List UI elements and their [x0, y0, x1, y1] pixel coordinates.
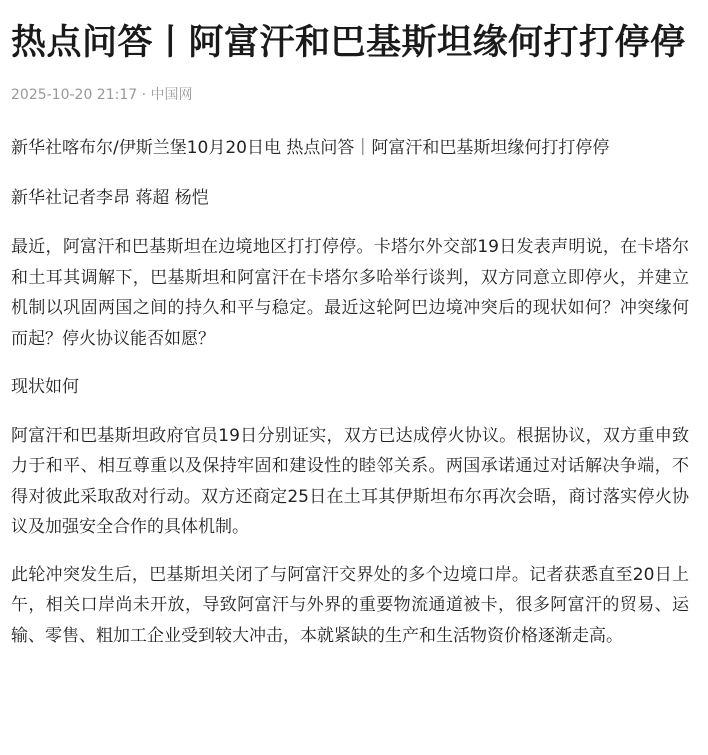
body-paragraph: 此轮冲突发生后，巴基斯坦关闭了与阿富汗交界处的多个边境口岸。记者获悉直至20日上午，相关口岸尚未开放，导致阿富汗与外界的重要物流通道被卡，很多阿富汗的贸易、运输、零售、粗加工企业受到较大冲击，本就紧缺的生产和生活物资价格逐渐走高。 — [11, 564, 689, 646]
meta-separator: · — [137, 87, 151, 103]
source-name[interactable]: 中国网 — [150, 87, 193, 103]
article-title: 热点问答丨阿富汗和巴基斯坦缘何打打停停 — [11, 23, 686, 63]
article-body — [11, 133, 689, 651]
section-subheading: 现状如何 — [11, 377, 79, 397]
body-paragraph: 阿富汗和巴基斯坦政府官员19日分别证实，双方已达成停火协议。根据协议，双方重申致力于和平、相互尊重以及保持牢固和建设性的睦邻关系。两国承诺通过对话解决争端，不得对彼此采取敌对行动。双方还商定25日在土耳其伊斯坦布尔再次会晤，商讨落实停火协议及加强安全合作的具体机制。 — [11, 425, 689, 537]
article-meta — [11, 85, 689, 105]
dateline-paragraph: 新华社喀布尔/伊斯兰堡10月20日电 热点问答｜阿富汗和巴基斯坦缘何打打停停 — [11, 138, 610, 158]
reporters-paragraph: 新华社记者李昂 蒋超 杨恺 — [11, 187, 209, 208]
article — [11, 0, 689, 651]
intro-paragraph: 最近，阿富汗和巴基斯坦在边境地区打打停停。卡塔尔外交部19日发表声明说，在卡塔尔和土耳其调解下，巴基斯坦和阿富汗在卡塔尔多哈举行谈判，双方同意立即停火，并建立机制以巩固两国之间的持久和平与稳定。最近这轮阿巴边境冲突后的现状如何？冲突缘何而起？停火协议能否如愿？ — [11, 237, 689, 349]
publish-datetime: 2025-10-20 21:17 — [11, 87, 138, 103]
